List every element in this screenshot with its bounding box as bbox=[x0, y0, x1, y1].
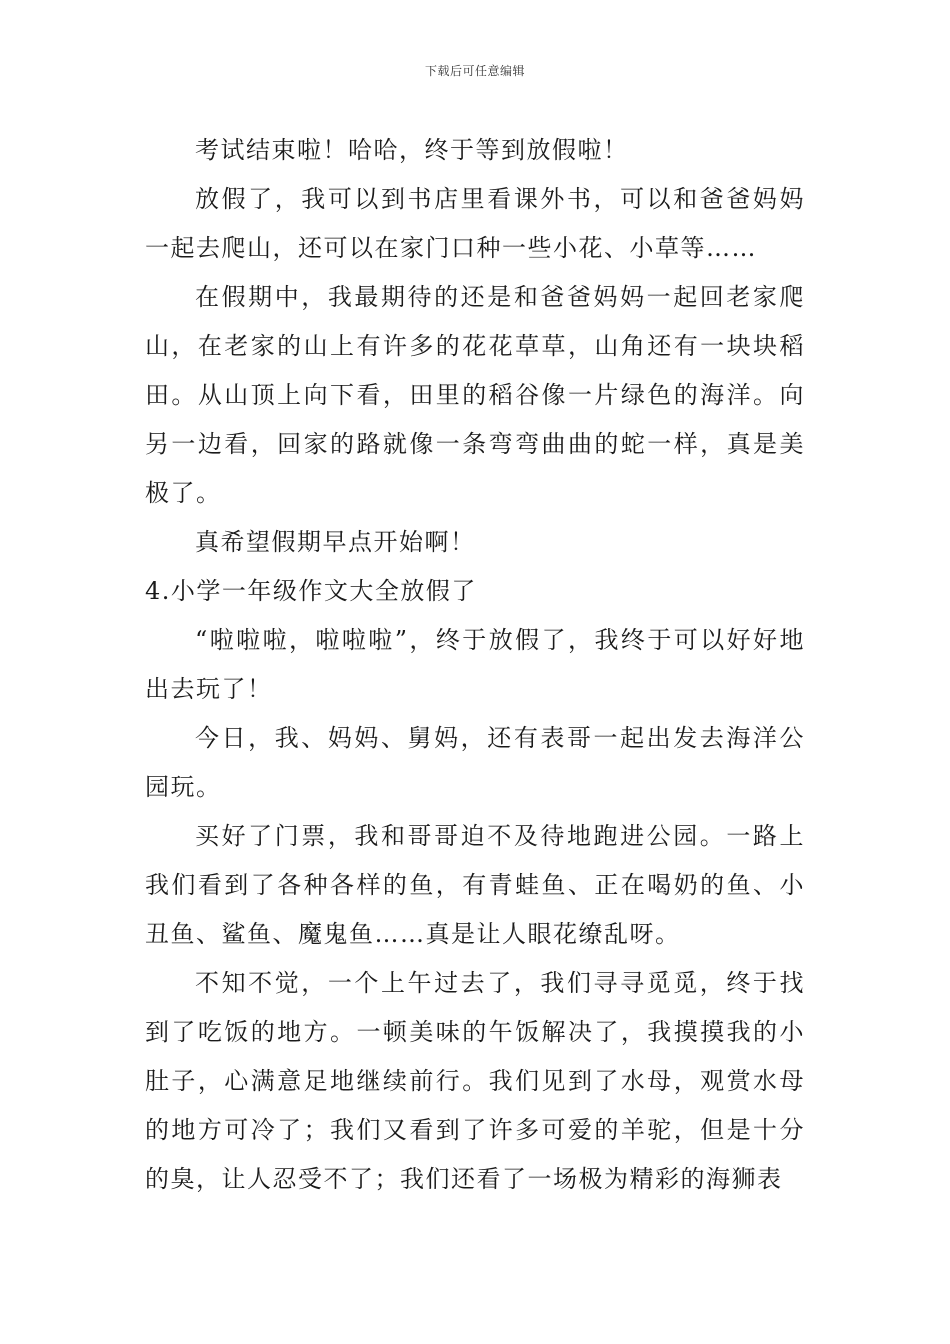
paragraph: 不知不觉，一个上午过去了，我们寻寻觅觅，终于找到了吃饭的地方。一顿美味的午饭解决了，我摸摸我的小肚子，心满意足地继续前行。我们见到了水母，观赏水母的地方可冷了；我们又看到了许多可爱的羊驼，但是十分的臭，让人忍受不了；我们还看了一场极为精彩的海狮表 bbox=[145, 969, 805, 1193]
document-body bbox=[145, 126, 805, 1204]
section-heading: 4.小学一年级作文大全放假了 bbox=[145, 577, 477, 605]
paragraph: 在假期中，我最期待的还是和爸爸妈妈一起回老家爬山，在老家的山上有许多的花花草草，山角还有一块块稻田。从山顶上向下看，田里的稻谷像一片绿色的海洋。向另一边看，回家的路就像一条弯弯曲曲的蛇一样，真是美极了。 bbox=[145, 283, 805, 507]
paragraph: 今日，我、妈妈、舅妈，还有表哥一起出发去海洋公园玩。 bbox=[145, 724, 805, 801]
paragraph: 买好了门票，我和哥哥迫不及待地跑进公园。一路上我们看到了各种各样的鱼，有青蛙鱼、正在喝奶的鱼、小丑鱼、鲨鱼、魔鬼鱼……真是让人眼花缭乱呀。 bbox=[145, 822, 805, 948]
paragraph: 考试结束啦！哈哈，终于等到放假啦！ bbox=[195, 136, 629, 164]
paragraph: 真希望假期早点开始啊！ bbox=[195, 528, 476, 556]
paragraph: 放假了，我可以到书店里看课外书，可以和爸爸妈妈一起去爬山，还可以在家门口种一些小花、小草等…… bbox=[145, 185, 805, 262]
page-header: 下载后可任意编辑 bbox=[424, 64, 525, 78]
paragraph: “啦啦啦，啦啦啦”，终于放假了，我终于可以好好地出去玩了！ bbox=[145, 626, 805, 703]
